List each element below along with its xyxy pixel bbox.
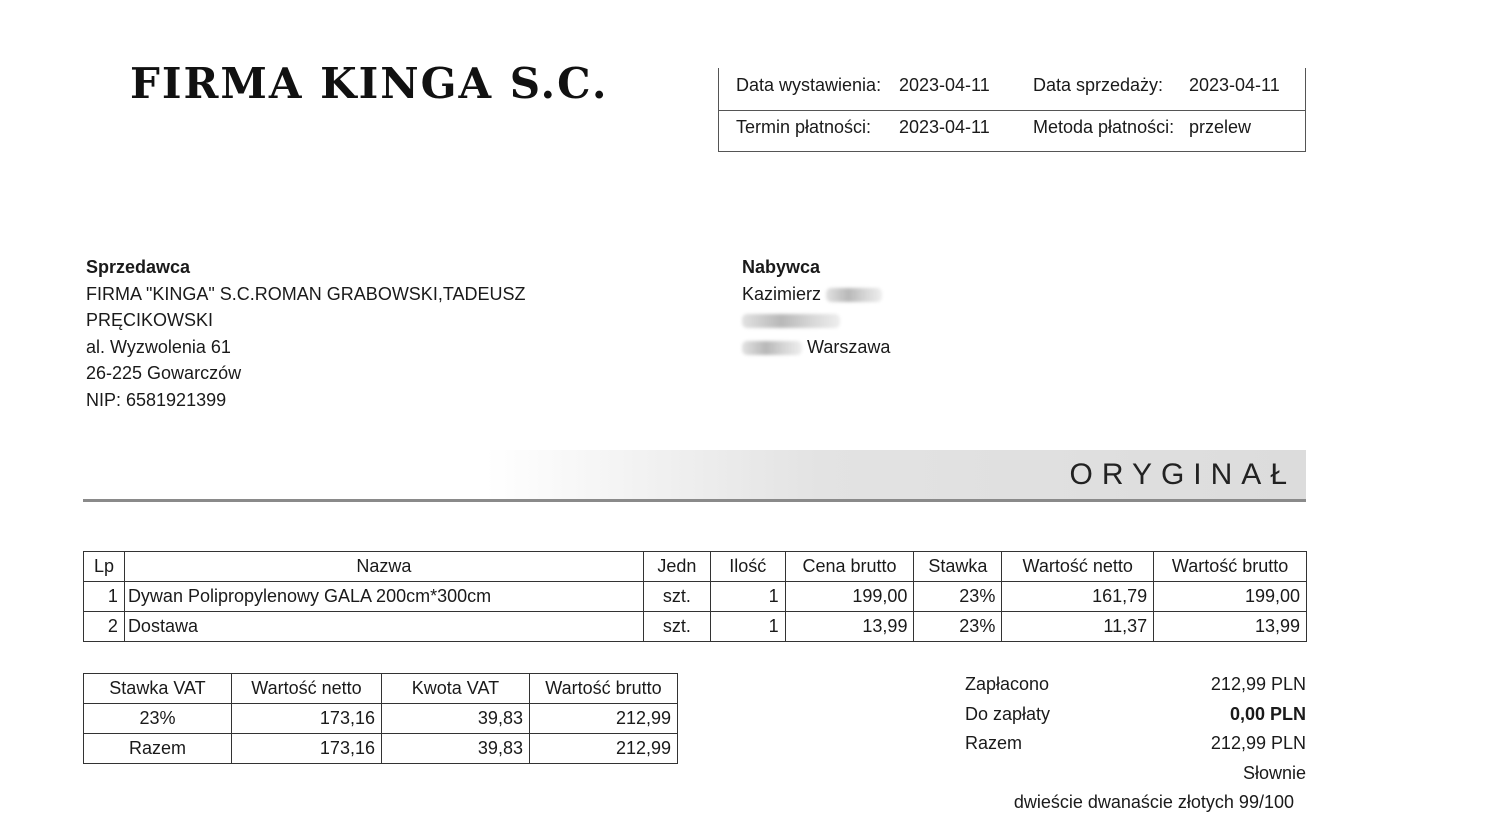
seller-line: al. Wyzwolenia 61 [86, 336, 231, 357]
seller-line: FIRMA "KINGA" S.C.ROMAN GRABOWSKI,TADEUSZ [86, 283, 526, 304]
cell-vat-net: 173,16 [231, 734, 381, 764]
due-date-label: Termin płatności: [736, 117, 872, 137]
redacted-street [742, 314, 840, 328]
invoice-dates-box [718, 68, 1306, 152]
cell-lp: 2 [84, 612, 125, 642]
cell-gross-value: 199,00 [1154, 582, 1307, 612]
cell-qty: 1 [710, 612, 785, 642]
vat-header-row [84, 674, 678, 704]
original-label: ORYGINAŁ [1069, 458, 1296, 491]
items-header-row [84, 552, 1307, 582]
paid-value: 212,99 PLN [1210, 674, 1306, 694]
seller-line: PRĘCIKOWSKI [86, 310, 214, 330]
table-row [84, 582, 1307, 612]
cell-rate: 23% [914, 582, 1002, 612]
buyer-first-name: Kazimierz [742, 283, 822, 304]
cell-lp: 1 [84, 582, 125, 612]
buyer-city: Warszawa [807, 336, 891, 357]
cell-unit: szt. [643, 582, 710, 612]
in-words-value: dwieście dwanaście złotych 99/100 [1013, 792, 1294, 812]
table-row [84, 704, 678, 734]
paid-label: Zapłacono [965, 674, 1050, 694]
total-value: 212,99 PLN [1210, 733, 1306, 753]
col-rate: Stawka [914, 552, 1002, 582]
cell-vat-amount: 39,83 [381, 734, 529, 764]
items-table [83, 551, 1307, 642]
total-label: Razem [965, 733, 1023, 753]
buyer-city-line [742, 334, 890, 361]
dates-row-1 [719, 68, 1305, 111]
cell-vat-rate: Razem [84, 734, 232, 764]
cell-net-value: 161,79 [1002, 582, 1154, 612]
buyer-name-line [742, 281, 890, 308]
cell-gross-value: 13,99 [1154, 612, 1307, 642]
sale-date-label: Data sprzedaży: [1033, 75, 1164, 95]
vat-summary-table [83, 673, 678, 764]
cell-rate: 23% [914, 612, 1002, 642]
cell-vat-rate: 23% [84, 704, 232, 734]
col-net-value: Wartość netto [1002, 552, 1154, 582]
issue-date-label: Data wystawienia: [736, 75, 882, 95]
seller-line: 26-225 Gowarczów [86, 363, 242, 383]
col-vat-rate: Stawka VAT [84, 674, 232, 704]
buyer-heading: Nabywca [742, 257, 821, 277]
cell-vat-amount: 39,83 [381, 704, 529, 734]
payment-method-label: Metoda płatności: [1033, 117, 1175, 137]
buyer-block [742, 254, 890, 360]
col-vat-gross: Wartość brutto [529, 674, 677, 704]
cell-vat-gross: 212,99 [529, 704, 677, 734]
redacted-surname [826, 288, 882, 302]
cell-name: Dostawa [124, 612, 643, 642]
buyer-street-line [742, 307, 890, 334]
payment-method-value: przelew [1189, 117, 1252, 137]
cell-qty: 1 [710, 582, 785, 612]
col-gross-value: Wartość brutto [1154, 552, 1307, 582]
col-qty: Ilość [710, 552, 785, 582]
sale-date-value: 2023-04-11 [1189, 75, 1280, 95]
original-banner [83, 450, 1306, 502]
cell-net-value: 11,37 [1002, 612, 1154, 642]
amount-due-label: Do zapłaty [965, 704, 1051, 724]
col-vat-amount: Kwota VAT [381, 674, 529, 704]
cell-unit: szt. [643, 612, 710, 642]
col-unit: Jedn [643, 552, 710, 582]
table-row [84, 612, 1307, 642]
cell-name: Dywan Polipropylenowy GALA 200cm*300cm [124, 582, 643, 612]
dates-row-2 [719, 110, 1305, 152]
in-words-label: Słownie [1242, 763, 1306, 783]
col-lp: Lp [84, 552, 125, 582]
seller-heading: Sprzedawca [86, 257, 191, 277]
due-date-value: 2023-04-11 [899, 117, 990, 137]
redacted-postcode [742, 341, 802, 355]
cell-vat-net: 173,16 [231, 704, 381, 734]
seller-block [86, 254, 526, 413]
amount-due-value: 0,00 PLN [1229, 704, 1306, 724]
table-row [84, 734, 678, 764]
company-logo: FIRMA KINGA S.C. [130, 59, 609, 108]
cell-gross-price: 199,00 [785, 582, 914, 612]
cell-vat-gross: 212,99 [529, 734, 677, 764]
cell-gross-price: 13,99 [785, 612, 914, 642]
col-vat-net: Wartość netto [231, 674, 381, 704]
col-name: Nazwa [124, 552, 643, 582]
issue-date-value: 2023-04-11 [899, 75, 990, 95]
col-gross-price: Cena brutto [785, 552, 914, 582]
seller-line: NIP: 6581921399 [86, 389, 227, 410]
